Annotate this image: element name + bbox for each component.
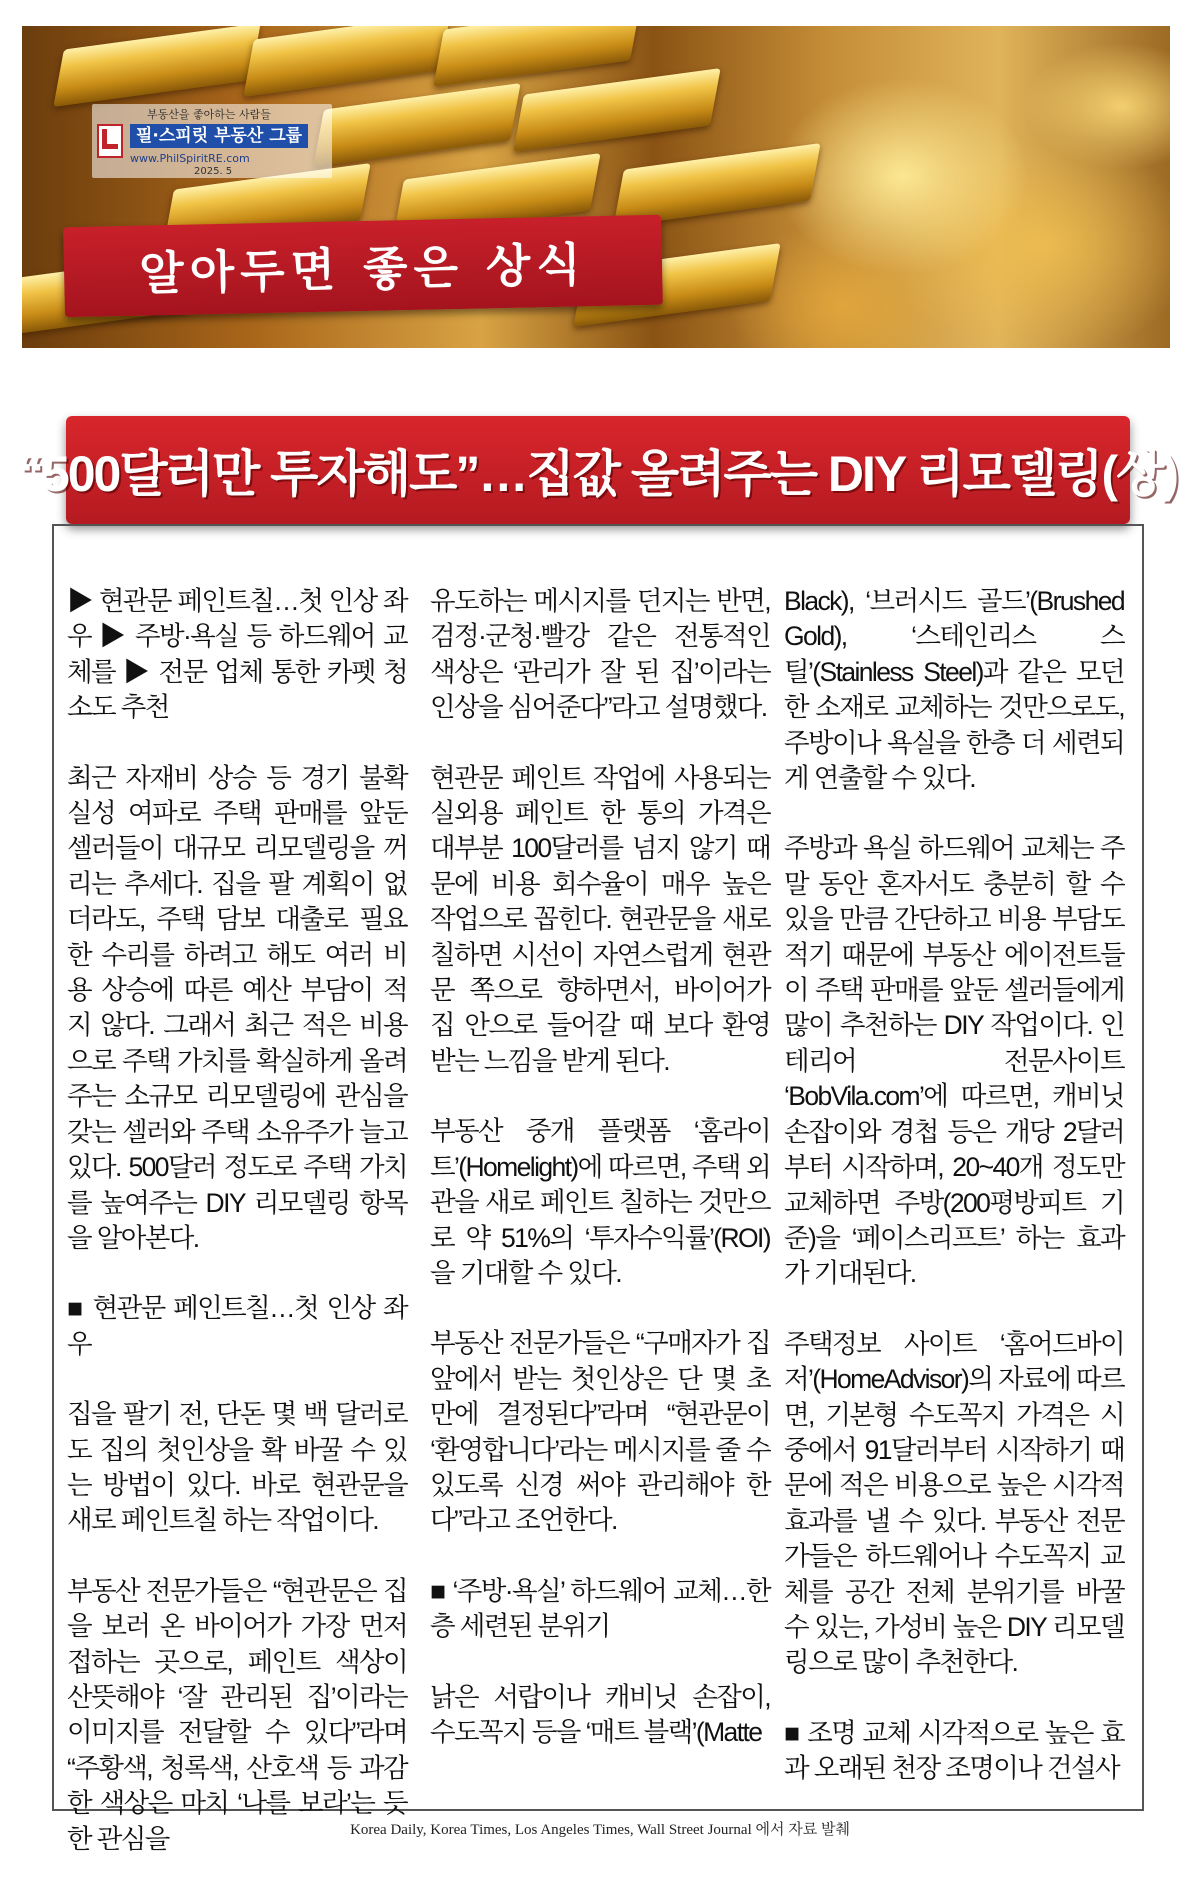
article-headline: “500달러만 투자해도”…집값 올려주는 DIY 리모델링(상) (66, 416, 1130, 524)
gold-bar-image (53, 26, 260, 107)
logo-tagline: 부동산을 좋아하는 사람들 (147, 108, 271, 121)
article-paragraph: 부동산 전문가들은 “구매자가 집 앞에서 받는 첫인상은 단 몇 초 만에 결정된다”라며 “현관문이 ‘환영합니다’라는 메시지를 줄 수 있도록 신경 써야 관리해야 한다”라고 조언한다. (430, 1328, 770, 1536)
gold-bar-image (313, 83, 520, 167)
gold-bar-image (513, 68, 720, 152)
logo-url[interactable]: www.PhilSpiritRE.com (130, 152, 250, 165)
article-paragraph: 유도하는 메시지를 던지는 반면, 검정·군청·빨강 같은 전통적인 색상은 ‘관리가 잘 된 집’이라는 인상을 심어준다”라고 설명했다. (430, 586, 770, 723)
section-subheading: ■ ‘주방·욕실’ 하드웨어 교체…한층 세련된 분위기 (430, 1575, 770, 1642)
gold-bar-image (433, 26, 640, 87)
article-paragraph: 최근 자재비 상승 등 경기 불확실성 여파로 주택 판매를 앞둔 셀러들이 대규모 리모델링을 꺼리는 추세다. 집을 팔 계획이 없더라도, 주택 담보 대출로 필요한 수리를 하려고 해도 여러 비용 상승에 따른 예산 부담이 적지 않다. 그래서 최근 적은 비용으로 주택 가치를 확실하게 올려주는 소규모 리모델링에 관심을 갖는 셀러와 주택 소유주가 늘고 있다. 500달러 정도로 주택 가치를 높여주는 DIY 리모델링 항목을 알아본다. (67, 762, 407, 1253)
article-paragraph: 부동산 전문가들은 “현관문은 집을 보러 온 바이어가 가장 먼저 접하는 곳으로, 페인트 색상이 산뜻해야 ‘잘 관리된 집’이라는 이미지를 전달할 수 있다”라며 “주황색, 청록색, 산호색 등 과감한 색상은 마치 ‘나를 보라’는 듯한 관심을 (67, 1575, 407, 1854)
article-paragraph: 부동산 중개 플랫폼 ‘홈라이트’(Homelight)에 따르면, 주택 외관을 새로 페인트 칠하는 것만으로 약 51%의 ‘투자수익률’(ROI)을 기대할 수 있다. (430, 1116, 770, 1288)
logo-year: 2025. 5 (194, 166, 233, 177)
gold-bar-image (243, 26, 450, 97)
article-paragraph: 주방과 욕실 하드웨어 교체는 주말 동안 혼자서도 충분히 할 수 있을 만큼 간단하고 비용 부담도 적기 때문에 부동산 에이전트들이 주택 판매를 앞둔 셀러들에게 많이 추천하는 DIY 작업이다. 인테리어 전문사이트 ‘BobVila.com’에 따르면, 캐비닛 손잡이와 경첩 등은 개당 2달러부터 시작하며, 20~40개 정도만 교체하면 주방(200평방피트 기준)을 ‘페이스리프트’ 하는 효과가 기대된다. (784, 833, 1124, 1289)
article-paragraph: ▶ 현관문 페인트칠…첫 인상 좌우 ▶ 주방·욕실 등 하드웨어 교체를 ▶ 전문 업체 통한 카펫 청소도 추천 (67, 586, 407, 723)
logo-name: 필·스피릿 부동산 그룹 (130, 124, 308, 148)
company-logo-icon (97, 124, 123, 158)
article-paragraph: 집을 팔기 전, 단돈 몇 백 달러로도 집의 첫인상을 확 바꿀 수 있는 방법이 있다. 바로 현관문을 새로 페인트칠 하는 작업이다. (67, 1399, 407, 1536)
article-paragraph: Black), ‘브러시드 골드’(Brushed Gold), ‘스테인리스 스틸’(Stainless Steel)과 같은 모던한 소재로 교체하는 것만으로도, 주방이나 욕실을 한층 더 세련되게 연출할 수 있다. (784, 586, 1124, 794)
article-paragraph: 현관문 페인트 작업에 사용되는 실외용 페인트 한 통의 가격은 대부분 100달러를 넘지 않기 때문에 비용 회수율이 매우 높은 작업으로 꼽힌다. 현관문을 새로 칠하면 시선이 자연스럽게 현관문 쪽으로 향하면서, 바이어가 집 안으로 들어갈 때 보다 환영받는 느낌을 받게 된다. (430, 762, 770, 1076)
section-subheading: ■ 현관문 페인트칠…첫 인상 좌우 (67, 1293, 407, 1359)
section-subheading: ■ 조명 교체 시각적으로 높은 효과 오래된 천장 조명이나 건설사 (784, 1717, 1124, 1784)
article-paragraph: 낡은 서랍이나 캐비닛 손잡이, 수도꼭지 등을 ‘매트 블랙’(Matte (430, 1681, 770, 1747)
article-paragraph: 주택정보 사이트 ‘홈어드바이저’(HomeAdvisor)의 자료에 따르면, 기본형 수도꼭지 가격은 시중에서 91달러부터 시작하기 때문에 적은 비용으로 높은 시각적 효과를 낼 수 있다. 부동산 전문가들은 하드웨어나 수도꼭지 교체를 공간 전체 분위기를 바꿀 수 있는, 가성비 높은 DIY 리모델링으로 많이 추천한다. (784, 1328, 1124, 1678)
article-column-3 (784, 584, 1124, 1822)
header-banner (22, 26, 1170, 348)
section-ribbon: 알아두면 좋은 상식 (63, 215, 663, 318)
article-column-2 (430, 584, 770, 1785)
source-credit: Korea Daily, Korea Times, Los Angeles Times, Wall Street Journal 에서 자료 발췌 (350, 1822, 850, 1838)
article-column-1 (67, 584, 407, 1892)
